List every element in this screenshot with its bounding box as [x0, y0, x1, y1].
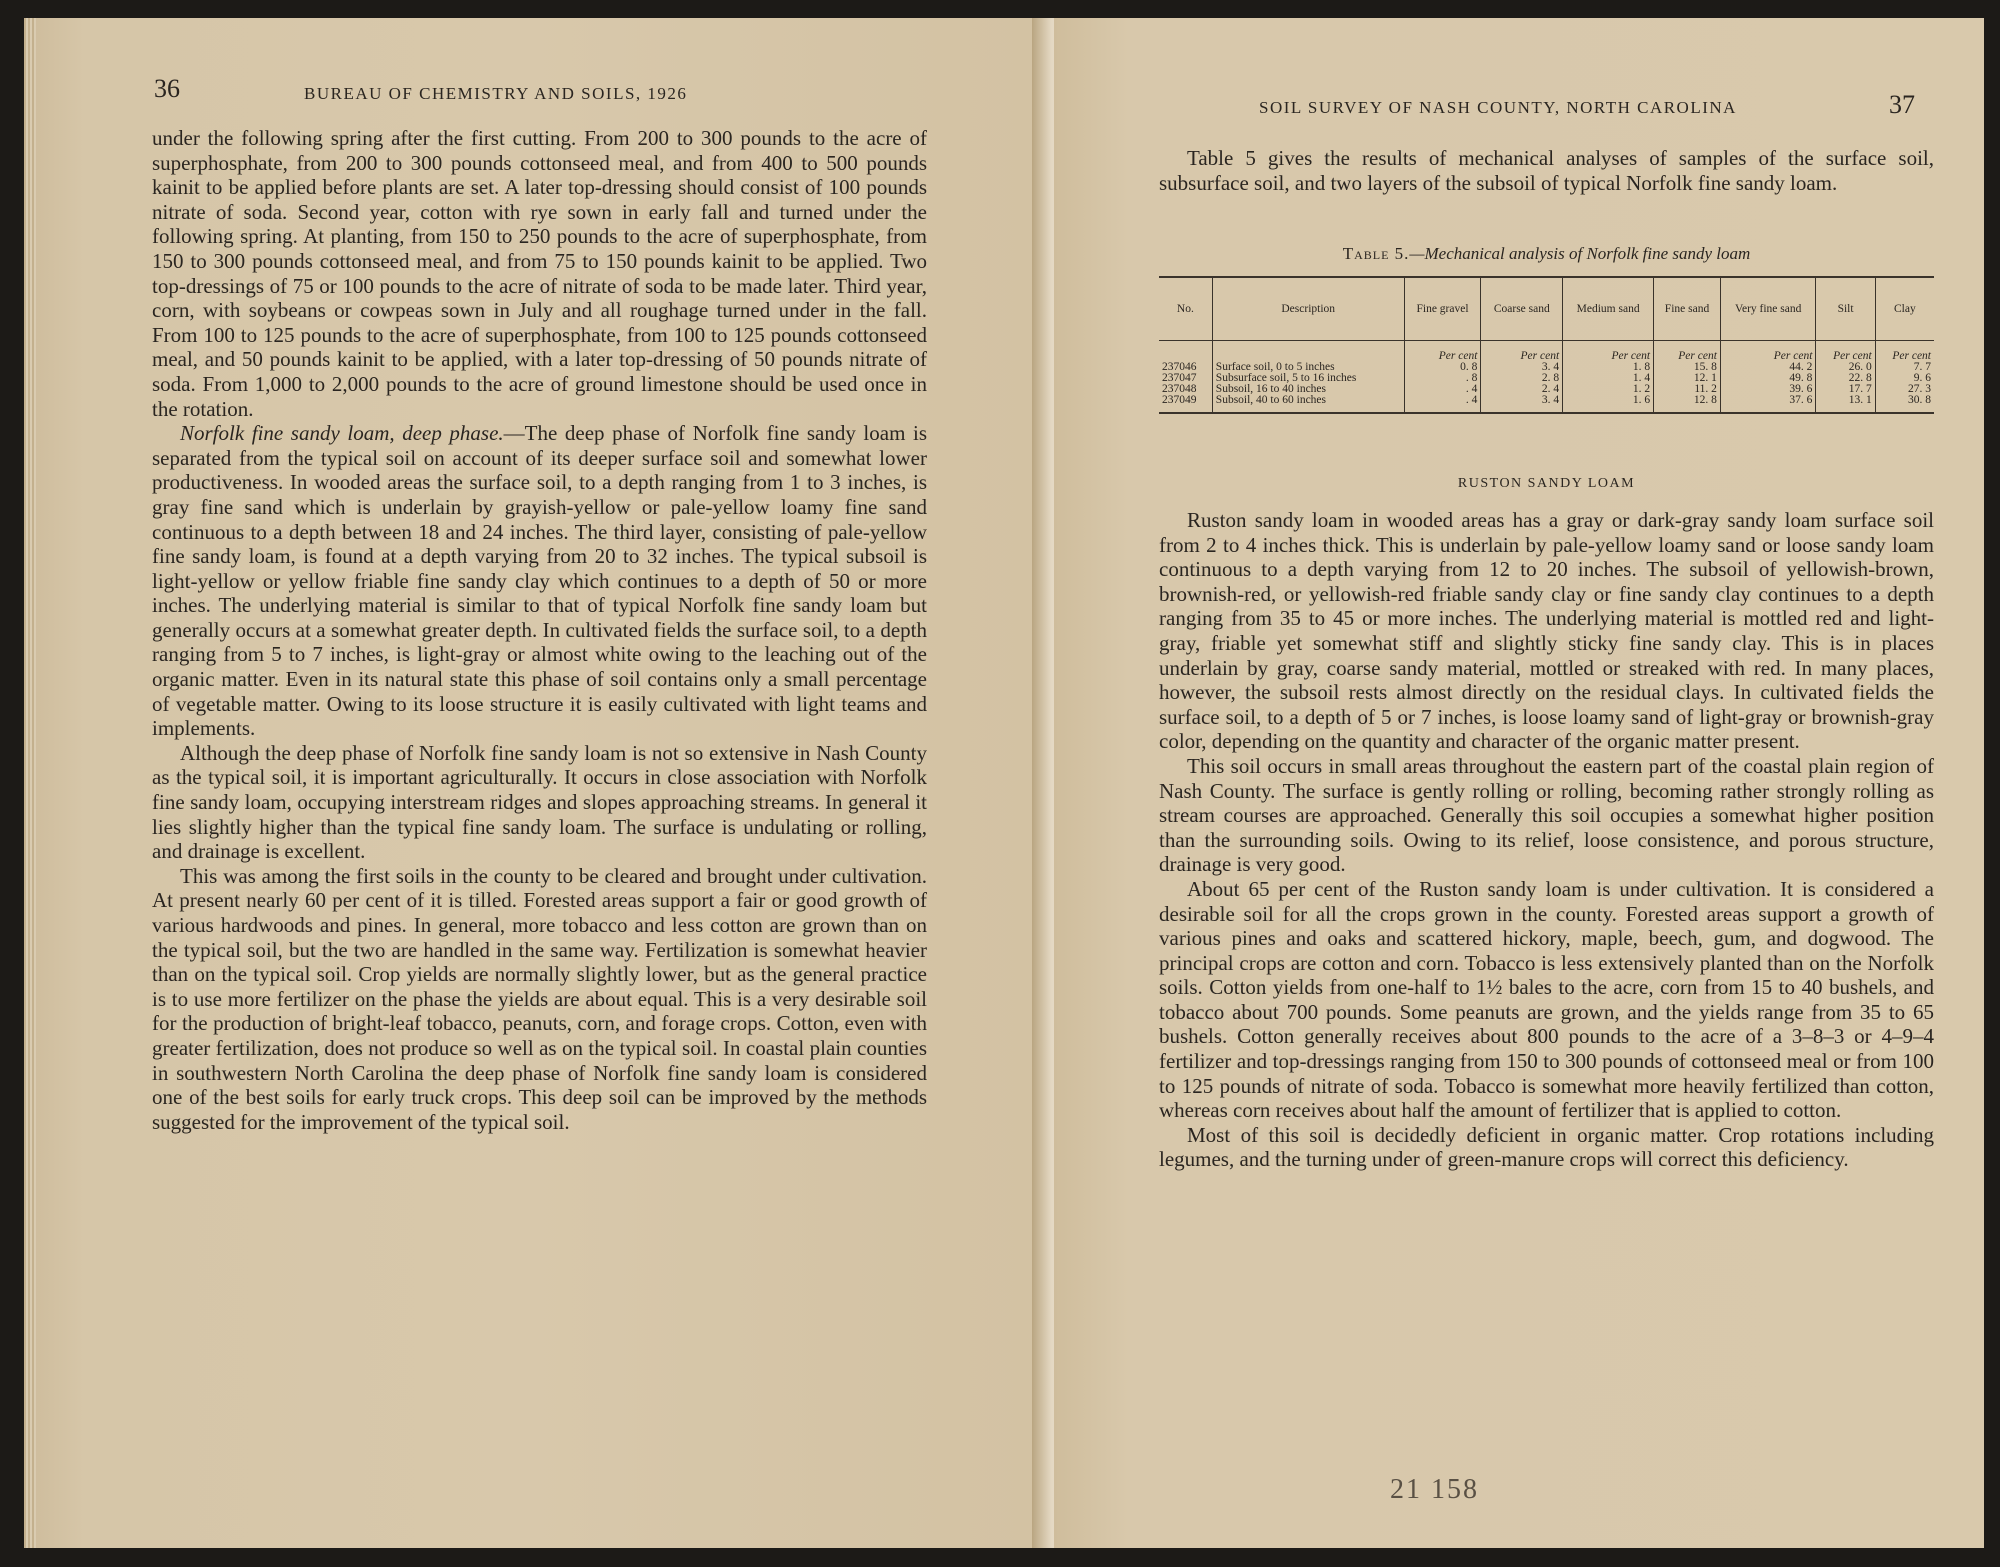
- paragraph: [152, 864, 927, 1135]
- paragraph: [152, 421, 927, 741]
- column-header: Clay: [1875, 277, 1934, 341]
- table-cell: 11. 2: [1654, 384, 1721, 395]
- column-header: No.: [1159, 277, 1212, 341]
- table-caption: [1159, 244, 1934, 264]
- mechanical-analysis-table: [1159, 276, 1934, 414]
- table-label: Table 5.: [1342, 244, 1410, 263]
- table-cell: 0. 8: [1404, 362, 1481, 373]
- paragraph-text: —The deep phase of Norfolk fine sandy loam is separated from the typical soil on account of its deeper surface soil and somewhat lower productiveness. In wooded areas the surface soil, to a depth ranging from 1 to 3 inches, is gray fine sand which is underlain by grayish-yellow or pale-yellow loamy fine sand continuous to a depth between 18 and 24 inches. The third layer, consisting of pale-yellow fine sandy loam, is found at a depth varying from 20 to 32 inches. The typical subsoil is light-yellow or yellow friable fine sandy clay which continues to a depth of 50 or more inches. The underlying material is similar to that of typical Norfolk fine sandy loam but generally occurs at a somewhat greater depth. In cultivated fields the surface soil, to a depth ranging from 5 to 7 inches, is light-gray or almost white owing to the leaching out of the organic matter. Even in its natural state this phase of soil contains only a small percentage of vegetable matter. Owing to its loose structure it is easily cultivated with light teams and implements.: [152, 421, 927, 741]
- table-title: —Mechanical analysis of Norfolk fine sandy loam: [1409, 244, 1751, 263]
- table-cell: 26. 0: [1816, 362, 1875, 373]
- table-cell: 22. 8: [1816, 373, 1875, 384]
- paragraph: This soil occurs in small areas throughout the eastern part of the coastal plain region of Nash County. The surface is gently rolling or rolling, becoming rather strongly rolling as stream courses are approached. Generally this soil occupies a somewhat higher position than the surrounding soils. Owing to its relief, loose consistence, and porous structure, drainage is very good.: [1159, 753, 1934, 877]
- table-cell: Subsurface soil, 5 to 16 inches: [1212, 373, 1404, 384]
- table-cell: 13. 1: [1816, 395, 1875, 413]
- table-cell: . 8: [1404, 373, 1481, 384]
- paragraph-text: under the following spring after the first cutting. From 200 to 300 pounds to the acre of superphosphate, from 200 to 300 pounds cottonseed meal, and from 400 to 500 pounds kainit to be applied before plants are set. A later top-dressing should consist of 100 pounds nitrate of soda. Second year, cotton with rye sown in early fall and turned under the following spring. At planting, from 150 to 250 pounds to the acre of superphosphate, from 150 to 300 pounds cottonseed meal, and from 75 to 150 pounds kainit to be applied. Two top-dressings of 75 or 100 pounds to the acre of nitrate of soda to be made later. Third year, corn, with soybeans or cowpeas sown in July and all roughage turned under in the fall. From 100 to 125 pounds to the acre of superphosphate, from 100 to 125 pounds cottonseed meal, and 50 pounds kainit to be applied, with a later top-dressing of 50 pounds nitrate of soda. From 1,000 to 2,000 pounds to the acre of ground limestone should be used once in the rotation.: [152, 126, 927, 421]
- table-cell: 237046: [1162, 361, 1197, 373]
- table-cell: . 4: [1404, 395, 1481, 413]
- table-cell: 3. 4: [1481, 395, 1563, 413]
- column-header: Silt: [1816, 277, 1875, 341]
- unit-cell: [1212, 341, 1404, 363]
- table-cell: 12. 1: [1654, 373, 1721, 384]
- running-head-right: SOIL SURVEY OF NASH COUNTY, NORTH CAROLINA: [1259, 98, 1737, 117]
- left-page-body: [152, 126, 927, 1134]
- paragraph-text: Although the deep phase of Norfolk fine sandy loam is not so extensive in Nash County as the typical soil, it is important agriculturally. It occurs in close association with Norfolk fine sandy loam, occupying interstream ridges and slopes approaching streams. In general it lies slightly higher than the typical fine sandy loam. The surface is undulating or rolling, and drainage is excellent.: [152, 740, 927, 864]
- table-cell: 1. 4: [1563, 373, 1654, 384]
- table-cell: 1. 8: [1563, 362, 1654, 373]
- table-cell: 237049: [1159, 395, 1212, 413]
- column-header: Medium sand: [1563, 277, 1654, 341]
- unit-cell: Per cent: [1563, 341, 1654, 363]
- table-cell: 44. 2: [1720, 362, 1815, 373]
- paragraph-lead: Norfolk fine sandy loam, deep phase.: [180, 421, 504, 446]
- table-cell: 237047: [1162, 372, 1197, 384]
- table-cell: 17. 7: [1816, 384, 1875, 395]
- table-cell: 37. 6: [1720, 395, 1815, 413]
- library-stamp: 21 158: [1390, 1474, 1479, 1505]
- open-book: [24, 18, 1984, 1548]
- paragraph: About 65 per cent of the Ruston sandy loam is under cultivation. It is considered a desirable soil for all the crops grown in the county. Forested areas support a growth of various pines and oaks and scattered hickory, maple, beech, gum, and dogwood. The principal crops are cotton and corn. Tobacco is less extensively planted than on the Norfolk soils. Cotton yields from one-half to 1½ bales to the acre, corn from 15 to 40 bushels, and tobacco about 700 pounds. Some peanuts are grown, and the yields range from 35 to 65 bushels. Cotton generally receives about 800 pounds to the acre of a 3–8–3 or 4–9–4 fertilizer and top-dressings ranging from 150 to 300 pounds of cottonseed meal or from 100 to 125 pounds of nitrate of soda. Tobacco is somewhat more heavily fertilized than cotton, whereas corn receives about half the amount of fertilizer that is applied to cotton.: [1159, 876, 1934, 1123]
- table-cell: 1. 6: [1563, 395, 1654, 413]
- table-cell: 27. 3: [1875, 384, 1934, 395]
- running-head-left: BUREAU OF CHEMISTRY AND SOILS, 1926: [304, 84, 688, 103]
- table-cell: 49. 8: [1720, 373, 1815, 384]
- unit-cell: Per cent: [1816, 341, 1875, 363]
- right-page-body: [1159, 508, 1934, 1172]
- table-cell: 7. 7: [1875, 362, 1934, 373]
- right-page: [1054, 18, 1984, 1548]
- table-cell: Surface soil, 0 to 5 inches: [1212, 362, 1404, 373]
- paragraph: Most of this soil is decidedly deficient in organic matter. Crop rotations including legumes, and the turning under of green-manure crops will correct this deficiency.: [1159, 1122, 1934, 1172]
- table-cell: 9. 6: [1875, 373, 1934, 384]
- table-cell: 3. 4: [1481, 362, 1563, 373]
- paragraph-text: This was among the first soils in the county to be cleared and brought under cultivation. At present nearly 60 per cent of it is tilled. Forested areas support a fair or good growth of various hardwoods and pines. In general, more tobacco and less cotton are grown than on the typical soil, but the two are handled in the same way. Fertilization is somewhat heavier than on the typical soil. Crop yields are normally slightly lower, but as the general practice is to use more fertilizer on the phase the yields are about equal. This is a very desirable soil for the production of bright-leaf tobacco, peanuts, corn, and forage crops. Cotton, even with greater fertilization, does not produce so well as on the typical soil. In coastal plain counties in southwestern North Carolina the deep phase of Norfolk fine sandy loam is considered one of the best soils for early truck crops. This deep soil can be improved by the methods suggested for the improvement of the typical soil.: [152, 863, 927, 1134]
- table-cell: Subsoil, 40 to 60 inches: [1212, 395, 1404, 413]
- unit-cell: Per cent: [1654, 341, 1721, 363]
- column-header: Very fine sand: [1720, 277, 1815, 341]
- table-cell: 12. 8: [1654, 395, 1721, 413]
- table-cell: 237048: [1162, 383, 1197, 395]
- column-header: Fine sand: [1654, 277, 1721, 341]
- table-cell: Subsoil, 16 to 40 inches: [1212, 384, 1404, 395]
- table-cell: 30. 8: [1875, 395, 1934, 413]
- table-cell: 39. 6: [1720, 384, 1815, 395]
- units-row: [1159, 341, 1934, 363]
- table-cell: 2. 8: [1481, 373, 1563, 384]
- page-number-right: 37: [1889, 90, 1915, 119]
- page-number-left: 36: [154, 74, 180, 103]
- page-edge: [24, 18, 36, 1548]
- column-header: Coarse sand: [1481, 277, 1563, 341]
- column-header: Description: [1212, 277, 1404, 341]
- paragraph: Ruston sandy loam in wooded areas has a gray or dark-gray sandy loam surface soil from 2 to 4 inches thick. This is underlain by pale-yellow loamy sand or loose sandy loam continuous to a depth varying from 12 to 20 inches. The subsoil of yellowish-brown, brownish-red, or yellowish-red friable sandy clay or fine sandy clay continues to a depth ranging from 35 to 45 or more inches. The underlying material is mottled red and light-gray, friable yet somewhat stiff and slightly sticky fine sandy clay. This is in places underlain by gray, coarse sandy material, mottled or streaked with red. In many places, however, the subsoil rests almost directly on the residual clays. In cultivated fields the surface soil, to a depth of 5 or 7 inches, is loose loamy sand of light-gray or brownish-gray color, depending on the quantity and character of the organic matter present.: [1159, 508, 1934, 754]
- unit-cell: Per cent: [1404, 341, 1481, 363]
- unit-cell: [1159, 341, 1212, 363]
- unit-cell: Per cent: [1481, 341, 1563, 363]
- table-header-row: [1159, 277, 1934, 341]
- unit-cell: Per cent: [1875, 341, 1934, 363]
- paragraph: [152, 741, 927, 864]
- table-row: [1159, 395, 1934, 413]
- table-cell: 15. 8: [1654, 362, 1721, 373]
- table-cell: . 4: [1404, 384, 1481, 395]
- table-cell: 1. 2: [1563, 384, 1654, 395]
- table-cell: 2. 4: [1481, 384, 1563, 395]
- paragraph: [152, 126, 927, 421]
- column-header: Fine gravel: [1404, 277, 1481, 341]
- section-heading: RUSTON SANDY LOAM: [1457, 476, 1636, 491]
- left-page: [24, 18, 1033, 1548]
- table-intro: Table 5 gives the results of mechanical analyses of samples of the surface soil, subsurface soil, and two layers of the subsoil of typical Norfolk fine sandy loam.: [1159, 146, 1934, 195]
- unit-cell: Per cent: [1720, 341, 1815, 363]
